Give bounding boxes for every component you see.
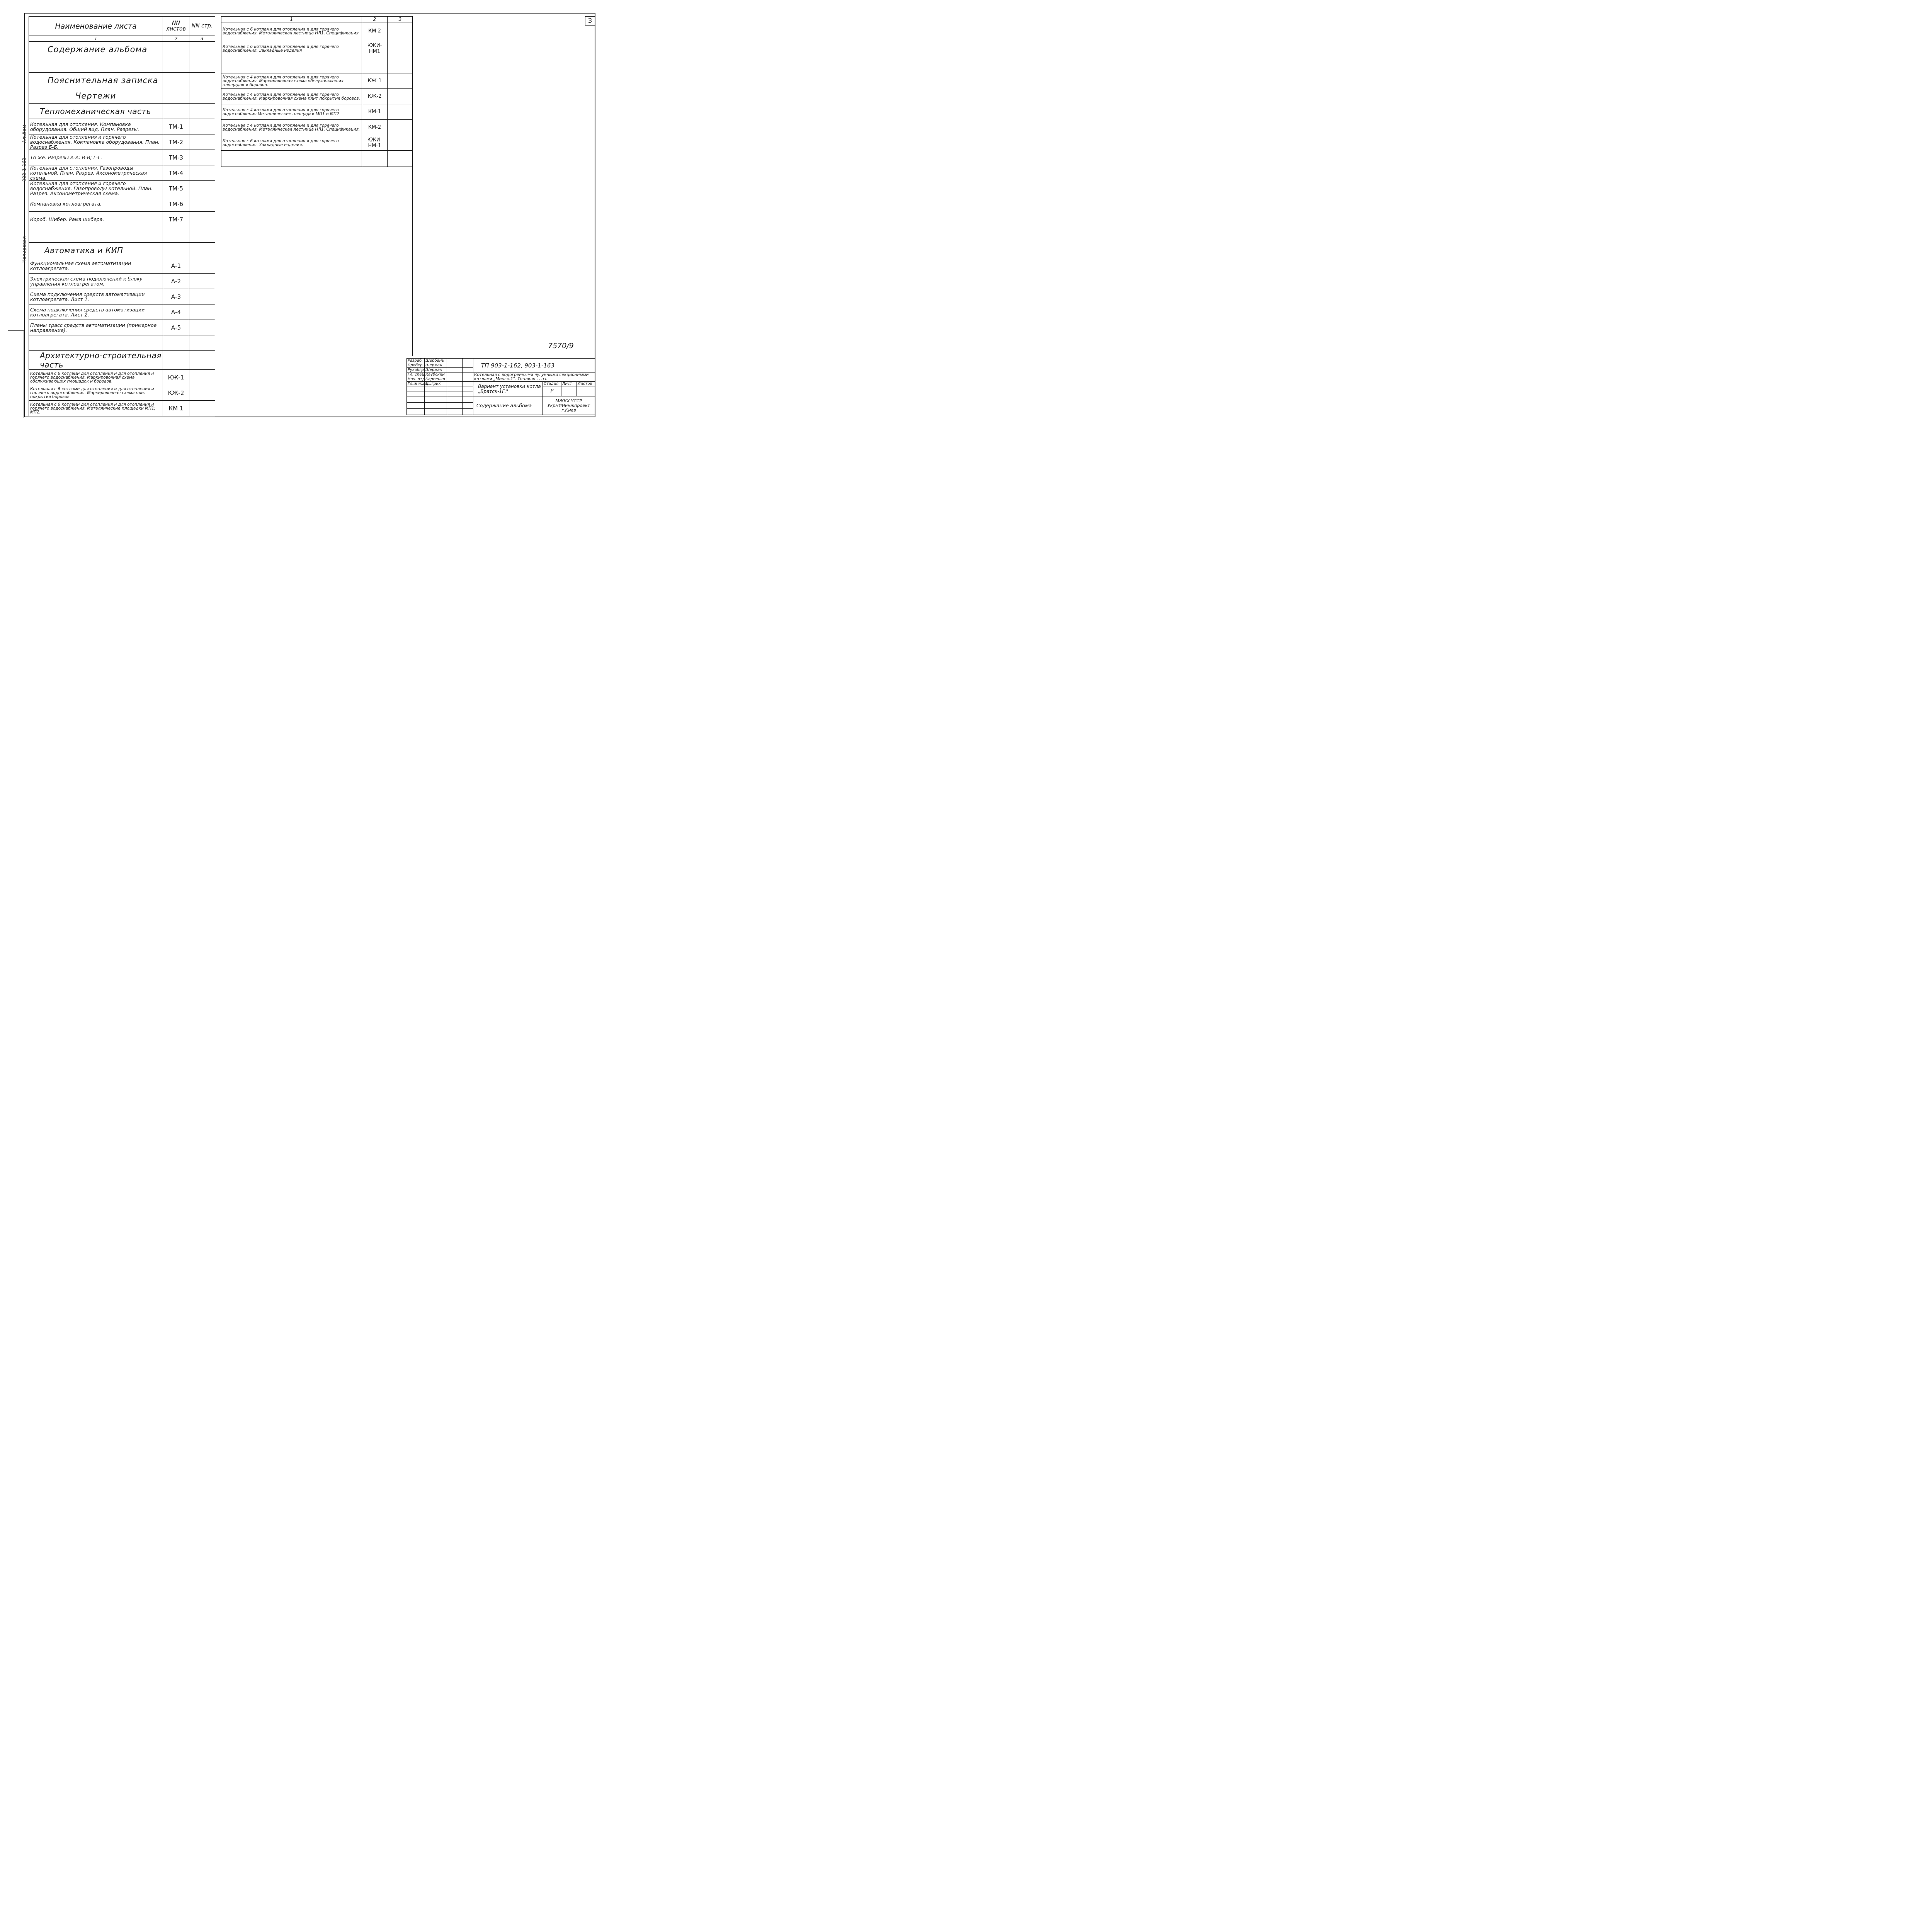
sheet-name: Котельная для отопления и горячего водоснабжения. Компановка оборудования. План. Разрез Б-Б. bbox=[29, 134, 163, 150]
table-row bbox=[221, 89, 413, 104]
sheet-name bbox=[29, 57, 163, 73]
table-row bbox=[29, 119, 215, 134]
page-cell bbox=[189, 385, 215, 401]
sheet-code: ТМ-5 bbox=[163, 181, 189, 196]
right-table-divider bbox=[412, 16, 413, 356]
page-cell bbox=[388, 135, 413, 151]
sheet-name: Котельная с 6 котлами для отопления и для отопления и горячего водоснабжения. Металлические площадки МП1; МП2. bbox=[29, 401, 163, 416]
table-row bbox=[29, 243, 215, 258]
page-cell bbox=[189, 351, 215, 370]
table-row bbox=[29, 370, 215, 385]
sheet-name: Планы трасс средств автоматизации (примерное направление). bbox=[29, 320, 163, 335]
table-row bbox=[29, 274, 215, 289]
page-cell bbox=[189, 119, 215, 134]
sheet-name: Котельная с 6 котлами для отопления и для отопления и горячего водоснабжения. Маркировочная схема обслуживающих площадок и боровов. bbox=[29, 370, 163, 385]
col-number: 1 bbox=[29, 36, 163, 42]
sheet-code: А-2 bbox=[163, 274, 189, 289]
table-row bbox=[221, 22, 413, 40]
sheet-code bbox=[163, 351, 189, 370]
sheet-title: Содержание альбома bbox=[473, 396, 543, 415]
sheet-code bbox=[163, 73, 189, 88]
stamp-role: Гл. спец. bbox=[407, 372, 425, 377]
sheet-name: Котельная с 4 котлами для отопления и для горячего водоснабжения. Маркировочная схема обслуживающих площадок и боровов. bbox=[221, 73, 362, 89]
sheet-code bbox=[163, 88, 189, 104]
sheet-code: ТМ-6 bbox=[163, 196, 189, 212]
page-cell bbox=[388, 89, 413, 104]
table-row bbox=[29, 196, 215, 212]
stamp-signature bbox=[447, 359, 463, 363]
page-cell bbox=[189, 258, 215, 274]
stamp-name: Шерман bbox=[425, 363, 447, 368]
header-pages-count: NN стр. bbox=[189, 17, 215, 36]
sheet-code: КМ 1 bbox=[163, 401, 189, 416]
section-heading: Пояснительная записка bbox=[29, 73, 163, 88]
contents-table-left bbox=[29, 16, 215, 416]
stamp-name: Шерман bbox=[425, 368, 447, 372]
table-row bbox=[221, 151, 413, 167]
sheet-code: А-4 bbox=[163, 304, 189, 320]
sheet-name: Схема подключения средств автоматизации котлоагрегата. Лист 2. bbox=[29, 304, 163, 320]
table-row bbox=[29, 304, 215, 320]
page-cell bbox=[388, 57, 413, 73]
sheet-name: Котельная с 6 котлами для отопления и для отопления и горячего водоснабжения. Маркировочная схема плит покрытия боровов. bbox=[29, 385, 163, 401]
table-row bbox=[29, 42, 215, 57]
sheet-code: КМ-1 bbox=[362, 104, 388, 120]
page-cell bbox=[189, 243, 215, 258]
page-cell bbox=[189, 150, 215, 165]
col-number: 3 bbox=[388, 17, 413, 22]
page-cell bbox=[189, 401, 215, 416]
drawing-code: ТП 903-1-162, 903-1-163 bbox=[473, 359, 595, 372]
sheet-code bbox=[163, 42, 189, 57]
sheet-name: Котельная для отопления и горячего водоснабжения. Газопроводы котельной. План. Разрез. Аксонометрическая схема. bbox=[29, 181, 163, 196]
table-row bbox=[29, 57, 215, 73]
page-cell bbox=[189, 274, 215, 289]
page-cell bbox=[189, 320, 215, 335]
stamp-signature bbox=[447, 382, 463, 386]
sheet-code bbox=[362, 57, 388, 73]
sheet-code: КЖ-2 bbox=[163, 385, 189, 401]
stamp-name: Каубский bbox=[425, 372, 447, 377]
sheet-name bbox=[29, 227, 163, 243]
page-cell bbox=[189, 134, 215, 150]
archive-number: 7570/9 bbox=[548, 342, 574, 350]
table-row bbox=[29, 335, 215, 351]
table-row bbox=[29, 289, 215, 304]
sheet-name: Котельная с 4 котлами для отопления и для горячего водоснабжения Металлические площадки МП1 и МП2 bbox=[221, 104, 362, 120]
page-cell bbox=[189, 57, 215, 73]
sheet-code: КМ-2 bbox=[362, 120, 388, 135]
sheet-name: Функциональная схема автоматизации котлоагрегата. bbox=[29, 258, 163, 274]
header-sheets-count: NN листов bbox=[163, 17, 189, 36]
table-row bbox=[29, 227, 215, 243]
page-cell bbox=[189, 227, 215, 243]
page-cell bbox=[189, 181, 215, 196]
sheet-name: Котельная с 4 котлами для отопления и для горячего водоснабжения. Маркировочная схема плит покрытия боровов. bbox=[221, 89, 362, 104]
sheet-code: КЖ-2 bbox=[362, 89, 388, 104]
table-row bbox=[221, 40, 413, 57]
margin-album-label: Альбом bbox=[22, 125, 27, 143]
page-cell bbox=[189, 165, 215, 181]
table-row bbox=[29, 134, 215, 150]
sheet-code: КЖ-1 bbox=[362, 73, 388, 89]
stage-label: Стадия bbox=[543, 382, 561, 386]
sheet-code bbox=[163, 57, 189, 73]
table-row bbox=[221, 104, 413, 120]
table-row bbox=[29, 401, 215, 416]
sheet-name: Котельная с 6 котлами для отопления и для горячего водоснабжения. Закладные изделия bbox=[221, 40, 362, 57]
stamp-name: Карпенко bbox=[425, 377, 447, 382]
sheet-code: ТМ-2 bbox=[163, 134, 189, 150]
page-cell bbox=[189, 289, 215, 304]
page-cell bbox=[189, 104, 215, 119]
section-heading: Тепломеханическая часть bbox=[29, 104, 163, 119]
project-title: Котельная с водогрейными чугунными секционными котлами „Минск-1". Топливо - газ. bbox=[473, 372, 595, 382]
sheet-name: Котельная для отопления. Газопроводы котельной. План. Разрез. Аксонометрическая схема. bbox=[29, 165, 163, 181]
page-cell bbox=[189, 42, 215, 57]
table-row bbox=[221, 57, 413, 73]
table-row bbox=[29, 165, 215, 181]
sheet-code: А-5 bbox=[163, 320, 189, 335]
page-cell bbox=[189, 370, 215, 385]
header-sheet-name: Наименование листа bbox=[29, 17, 163, 36]
margin-strip bbox=[8, 330, 24, 418]
sheet-name: Компановка котлоагрегата. bbox=[29, 196, 163, 212]
table-row bbox=[29, 212, 215, 227]
table-row bbox=[29, 150, 215, 165]
sheet-name: Котельная с 4 котлами для отопления и для горячего водоснабжения. Металлическая лестница НЛ1. Спецификация. bbox=[221, 120, 362, 135]
table-row bbox=[221, 135, 413, 151]
stamp-role: Нач. отд. bbox=[407, 377, 425, 382]
sheet-name: Электрическая схема подключений к блоку управления котлоагрегатом. bbox=[29, 274, 163, 289]
section-heading: Архитектурно-строительная часть bbox=[29, 351, 163, 370]
table-row bbox=[221, 120, 413, 135]
sheet-name bbox=[221, 151, 362, 167]
margin-doc-number: 903-1-163 bbox=[22, 157, 27, 182]
sheet-code bbox=[163, 335, 189, 351]
sheet-code: ТМ-1 bbox=[163, 119, 189, 134]
sheet-code bbox=[163, 227, 189, 243]
table-row bbox=[29, 73, 215, 88]
table-row bbox=[221, 73, 413, 89]
page-cell bbox=[189, 73, 215, 88]
sheet-code: ТМ-3 bbox=[163, 150, 189, 165]
section-heading: Содержание альбома bbox=[29, 42, 163, 57]
page-cell bbox=[388, 104, 413, 120]
stamp-signature bbox=[447, 368, 463, 372]
sheet-name: Короб. Шибер. Рама шибера. bbox=[29, 212, 163, 227]
sheet-name bbox=[29, 335, 163, 351]
page-cell bbox=[189, 88, 215, 104]
table-row bbox=[29, 258, 215, 274]
variant-title: Вариант установки котла „Братск-1Г." bbox=[473, 382, 543, 396]
stamp-signature bbox=[447, 363, 463, 368]
page-cell bbox=[189, 304, 215, 320]
sheet-code bbox=[362, 151, 388, 167]
table-row bbox=[29, 181, 215, 196]
title-block bbox=[406, 358, 595, 415]
page-cell bbox=[388, 40, 413, 57]
sheet-name: Котельная для отопления. Компановка оборудования. Общий вид. План. Разрезы. bbox=[29, 119, 163, 134]
sheet-code bbox=[163, 104, 189, 119]
col-number: 2 bbox=[163, 36, 189, 42]
page-number: 3 bbox=[585, 16, 595, 26]
contents-table-right bbox=[221, 16, 413, 167]
sheet-code: КЖ-1 bbox=[163, 370, 189, 385]
sheet-name: То же. Разрезы А-А; В-В; Г-Г. bbox=[29, 150, 163, 165]
page-cell bbox=[189, 335, 215, 351]
sheet-code bbox=[163, 243, 189, 258]
stamp-role: Рукобгр. bbox=[407, 368, 425, 372]
sheets-label: Листов bbox=[577, 382, 595, 386]
sheet-name: Котельная с 6 котлами для отопления и для горячего водоснабжения. Закладные изделия. bbox=[221, 135, 362, 151]
table-row bbox=[29, 88, 215, 104]
sheet-code: КМ 2 bbox=[362, 22, 388, 40]
sheet-code: КЖИ-НМ1 bbox=[362, 40, 388, 57]
organization: МЖКХ УССР УкрНИИинжпроект г.Киев bbox=[543, 396, 595, 415]
sheet-name: Котельная с 6 котлами для отопления и для горячего водоснабжения. Металлическая лестница НЛ1. Спецификация bbox=[221, 22, 362, 40]
col-number: 3 bbox=[189, 36, 215, 42]
col-number: 1 bbox=[221, 17, 362, 22]
stage-value: Р bbox=[543, 386, 561, 396]
col-number: 2 bbox=[362, 17, 388, 22]
page-cell bbox=[189, 196, 215, 212]
sheet-code: ТМ-7 bbox=[163, 212, 189, 227]
sheet-name bbox=[221, 57, 362, 73]
page-cell bbox=[388, 73, 413, 89]
stamp-role: Разраб. bbox=[407, 359, 425, 363]
table-row bbox=[29, 104, 215, 119]
sheet-code: ТМ-4 bbox=[163, 165, 189, 181]
section-heading: Автоматика и КИП bbox=[29, 243, 163, 258]
table-row bbox=[29, 351, 215, 370]
sheet-label: Лист bbox=[561, 382, 577, 386]
stamp-signature bbox=[447, 377, 463, 382]
sheet-name: Схема подключения средств автоматизации котлоагрегата. Лист 1. bbox=[29, 289, 163, 304]
sheet-code: КЖИ-НМ-1 bbox=[362, 135, 388, 151]
stamp-name: Щербань bbox=[425, 359, 447, 363]
page-cell bbox=[388, 120, 413, 135]
stamp-role: Гл.инж.пр. bbox=[407, 382, 425, 386]
margin-copied-label: Копировал bbox=[22, 236, 27, 263]
section-heading: Чертежи bbox=[29, 88, 163, 104]
sheet-code: А-3 bbox=[163, 289, 189, 304]
sheet-code: А-1 bbox=[163, 258, 189, 274]
page-cell bbox=[388, 151, 413, 167]
stamp-name: Цыгрик bbox=[425, 382, 447, 386]
table-row bbox=[29, 385, 215, 401]
page-cell bbox=[189, 212, 215, 227]
stamp-role: Пробер. bbox=[407, 363, 425, 368]
stamp-signature bbox=[447, 372, 463, 377]
page-cell bbox=[388, 22, 413, 40]
table-row bbox=[29, 320, 215, 335]
